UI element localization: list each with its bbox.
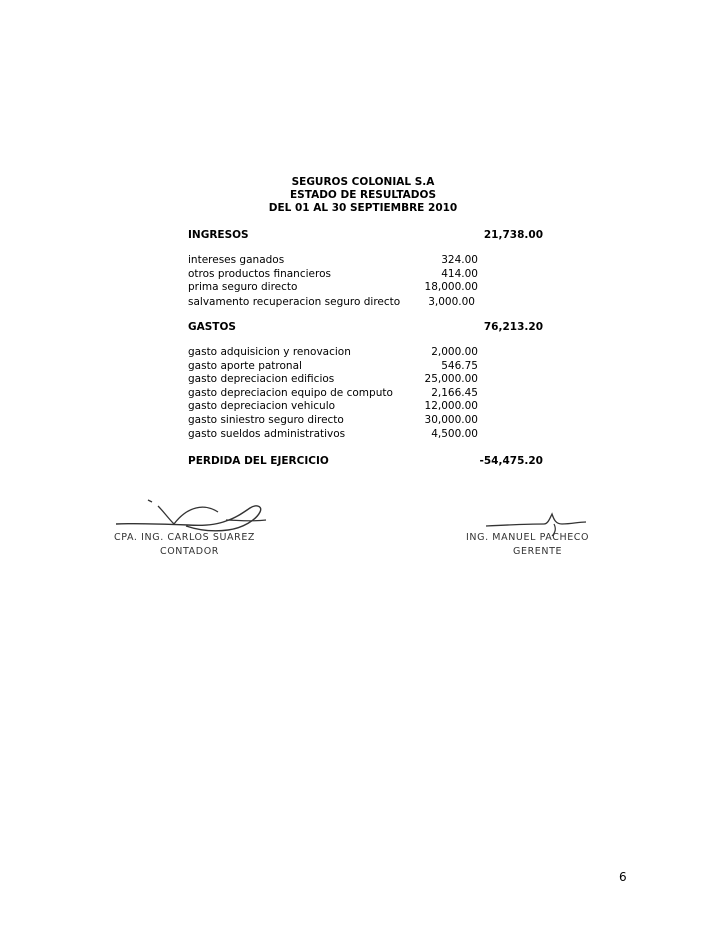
signature-right	[466, 510, 616, 570]
item-label: gasto aporte patronal	[188, 359, 302, 372]
resultado-title: PERDIDA DEL EJERCICIO	[188, 455, 329, 467]
list-item	[188, 254, 478, 268]
gastos-total: 76,213.20	[483, 321, 543, 333]
ingresos-total: 21,738.00	[483, 229, 543, 241]
gastos-title: GASTOS	[188, 321, 236, 333]
item-label: salvamento recuperacion seguro directo	[188, 295, 401, 308]
list-item	[188, 296, 478, 310]
signer-right-name: ING. MANUEL PACHECO	[466, 532, 590, 543]
item-value: 4,500.00	[431, 427, 478, 440]
report-period: DEL 01 AL 30 SEPTIEMBRE 2010	[268, 202, 458, 214]
item-label: gasto sueldos administrativos	[188, 427, 346, 440]
ingresos-list	[188, 254, 478, 309]
item-value: 324.00	[441, 254, 478, 266]
item-label: gasto depreciacion vehiculo	[188, 400, 336, 413]
list-item	[188, 281, 478, 295]
item-label: gasto depreciacion edificios	[188, 373, 335, 386]
signature-left	[108, 498, 278, 568]
report-header	[0, 176, 728, 215]
item-label: otros productos financieros	[188, 267, 331, 280]
item-label: gasto siniestro seguro directo	[188, 413, 344, 426]
item-label: gasto adquisicion y renovacion	[188, 346, 351, 358]
list-item	[188, 373, 478, 387]
item-value: 12,000.00	[424, 400, 478, 413]
list-item	[188, 400, 478, 414]
item-value: 414.00	[441, 267, 478, 280]
gastos-list	[188, 346, 478, 441]
item-value: 3,000.00	[428, 295, 475, 308]
ingresos-title: INGRESOS	[188, 229, 249, 241]
item-value: 546.75	[441, 359, 478, 372]
item-label: gasto depreciacion equipo de computo	[188, 386, 393, 399]
list-item	[188, 387, 478, 401]
item-label: prima seguro directo	[188, 281, 298, 294]
signer-left-role: CONTADOR	[160, 546, 219, 557]
item-value: 18,000.00	[424, 281, 478, 294]
item-label: intereses ganados	[188, 254, 285, 266]
report-title: ESTADO DE RESULTADOS	[289, 189, 437, 201]
item-value: 2,000.00	[431, 346, 478, 358]
list-item	[188, 360, 478, 374]
list-item	[188, 428, 478, 442]
signer-right-role: GERENTE	[513, 546, 563, 557]
item-value: 30,000.00	[424, 413, 478, 426]
signer-left-name: CPA. ING. CARLOS SUAREZ	[114, 532, 256, 543]
resultado-total: -54,475.20	[479, 455, 543, 467]
item-value: 2,166.45	[431, 386, 478, 399]
list-item	[188, 414, 478, 428]
page-number: 6	[619, 870, 627, 884]
company-name: SEGUROS COLONIAL S.A	[291, 176, 435, 188]
list-item	[188, 346, 478, 360]
item-value: 25,000.00	[424, 373, 478, 386]
list-item	[188, 268, 478, 282]
